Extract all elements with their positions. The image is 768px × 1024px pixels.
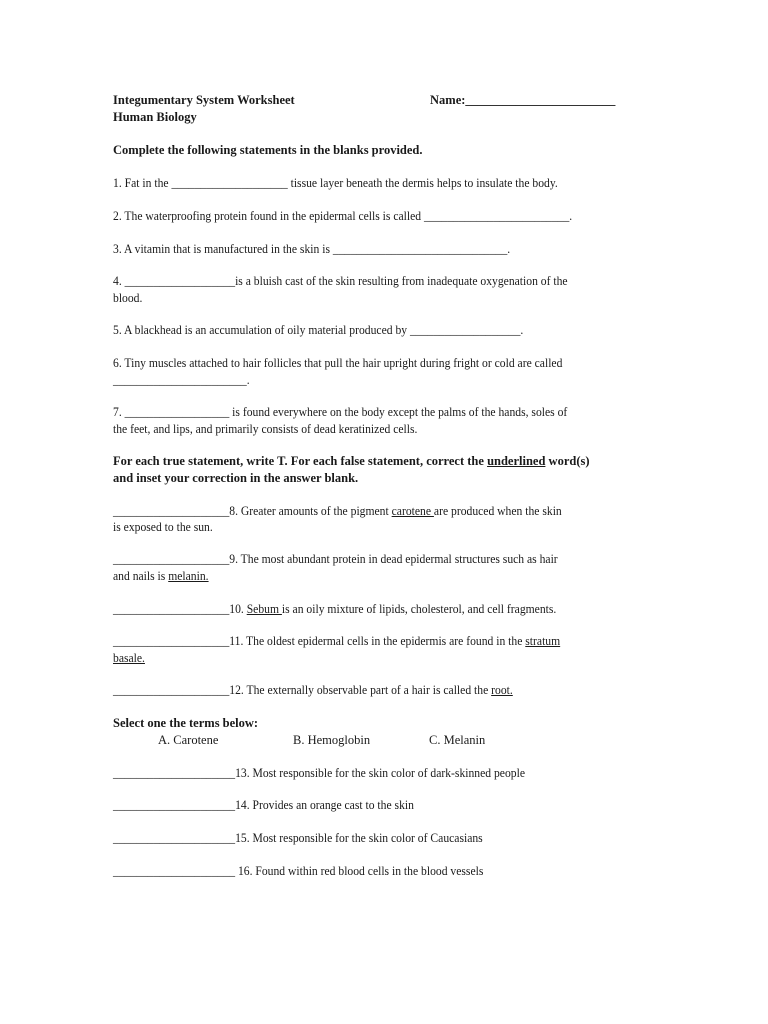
question-7-line1: 7. __________________ is found everywhere on the body except the palms of the hands, soles of: [113, 405, 568, 419]
question-1: 1. Fat in the ____________________ tissue layer beneath the dermis helps to insulate the body.: [113, 176, 558, 190]
question-9-line2: [113, 568, 209, 585]
question-7-line2: the feet, and lips, and primarily consists of dead keratinized cells.: [113, 422, 418, 436]
question-9-text: and nails is: [113, 569, 169, 583]
question-11-underlined-2: basale.: [113, 651, 145, 665]
question-11-line1: [113, 633, 560, 650]
section2-instruction-line1: [113, 453, 590, 470]
question-15: _____________________15. Most responsible for the skin color of Caucasians: [113, 831, 483, 845]
term-b: B. Hemoglobin: [293, 733, 371, 747]
question-5: 5. A blackhead is an accumulation of oily material produced by ___________________.: [113, 323, 524, 337]
question-13: _____________________13. Most responsible for the skin color of dark-skinned people: [113, 766, 525, 780]
section2-instruction-text: For each true statement, write T. For each false statement, correct the: [113, 454, 488, 468]
question-16: _____________________ 16. Found within red blood cells in the blood vessels: [113, 864, 484, 878]
question-8-tail: are produced when the skin: [433, 504, 562, 518]
question-9-underlined: melanin.: [168, 569, 209, 583]
section3-instruction: Select one the terms below:: [113, 716, 259, 730]
question-10-tail: is an oily mixture of lipids, cholesterol, and cell fragments.: [281, 602, 557, 616]
question-10-underlined: Sebum: [246, 602, 282, 616]
question-4-line1: 4. ___________________is a bluish cast of the skin resulting from inadequate oxygenation of the: [113, 274, 568, 288]
question-12: [113, 682, 513, 699]
question-10-blank: ____________________10.: [113, 602, 247, 616]
question-10: [113, 601, 556, 618]
question-3: 3. A vitamin that is manufactured in the skin is ______________________________.: [113, 242, 511, 256]
term-a: A. Carotene: [158, 733, 219, 747]
section2-instruction-line2: and inset your correction in the answer blank.: [113, 471, 359, 485]
question-8-underlined: carotene: [391, 504, 434, 518]
question-12-text: ____________________12. The externally observable part of a hair is called the: [113, 683, 492, 697]
worksheet-subtitle: Human Biology: [113, 110, 197, 124]
question-14: _____________________14. Provides an orange cast to the skin: [113, 798, 414, 812]
question-11-text: ____________________11. The oldest epidermal cells in the epidermis are found in the: [113, 634, 526, 648]
question-12-underlined: root.: [491, 683, 513, 697]
term-c: C. Melanin: [429, 733, 486, 747]
question-2: 2. The waterproofing protein found in the epidermal cells is called _________________________.: [113, 209, 573, 223]
question-8-text: ____________________8. Greater amounts of the pigment: [113, 504, 392, 518]
question-4-line2: blood.: [113, 291, 143, 305]
worksheet-title: Integumentary System Worksheet: [113, 93, 295, 107]
section2-instruction-tail: word(s): [545, 454, 590, 468]
question-6-line2: _______________________.: [113, 373, 250, 387]
section1-instruction: Complete the following statements in the blanks provided.: [113, 143, 423, 157]
question-11-line2: [113, 650, 145, 667]
question-6-line1: 6. Tiny muscles attached to hair follicles that pull the hair upright during fright or cold are called: [113, 356, 563, 370]
section2-instruction-underlined: underlined: [487, 454, 546, 468]
question-8-line2: is exposed to the sun.: [113, 520, 213, 534]
question-8-line1: [113, 503, 562, 520]
name-field-label: Name:________________________: [430, 93, 616, 107]
question-9-line1: ____________________9. The most abundant protein in dead epidermal structures such as hair: [113, 552, 558, 566]
question-11-underlined: stratum: [525, 634, 561, 648]
